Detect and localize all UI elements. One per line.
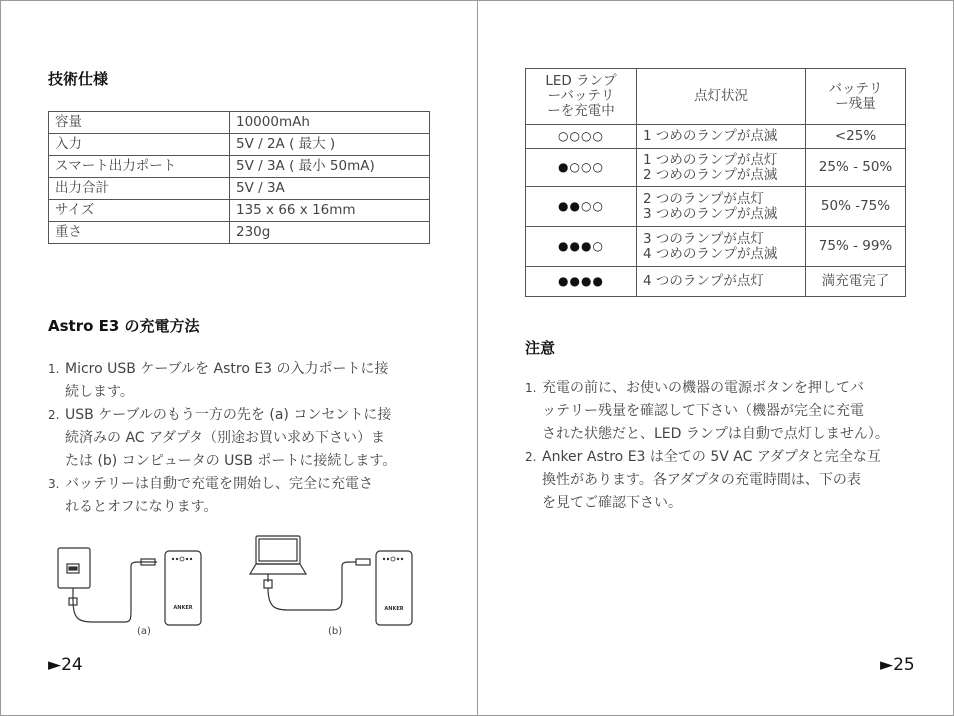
- header-line: ーを充電中: [547, 103, 615, 119]
- step-line: 続します。: [65, 384, 134, 400]
- step-line: れるとオフになります。: [65, 499, 218, 515]
- table-row: [49, 156, 430, 178]
- led-indicator: ●●●○: [526, 227, 637, 267]
- note-number: 1.: [525, 381, 537, 395]
- table-row: [526, 187, 906, 227]
- page-number: ►24: [48, 655, 83, 675]
- led-status: [637, 149, 806, 187]
- note-line: 換性があります。各アダプタの充電時間は、下の表: [542, 472, 861, 488]
- list-item: [48, 473, 448, 519]
- step-line: USB ケーブルのもう一方の先を (a) コンセントに接: [65, 407, 392, 423]
- list-item: [525, 377, 925, 446]
- battery-level: 満充電完了: [806, 267, 906, 297]
- step-number: 1.: [48, 362, 60, 376]
- led-indicator: ●○○○: [526, 149, 637, 187]
- spec-value: 5V / 3A ( 最小 50mA): [230, 156, 430, 178]
- list-item: [48, 404, 448, 473]
- status-line: 3 つめのランプが点滅: [643, 205, 778, 222]
- led-status-table: [525, 68, 906, 297]
- caption-b: (b): [328, 626, 343, 637]
- spec-label: 入力: [49, 134, 230, 156]
- note-line: を見てご確認下さい。: [542, 495, 682, 511]
- status-line: 4 つめのランプが点滅: [643, 245, 778, 262]
- status-line: 2 つめのランプが点滅: [643, 166, 778, 183]
- note-line: 充電の前に、お使いの機器の電源ボタンを押してバ: [542, 380, 864, 396]
- charge-steps: [48, 358, 448, 519]
- note-line: Anker Astro E3 は全ての 5V AC アダプタと完全な互: [542, 449, 881, 465]
- note-number: 2.: [525, 450, 537, 464]
- table-row: [49, 200, 430, 222]
- table-row: [49, 178, 430, 200]
- status-line: 3 つのランプが点灯: [643, 230, 764, 247]
- device-label: ANKER: [384, 606, 404, 612]
- table-row: [49, 112, 430, 134]
- led-status: [637, 227, 806, 267]
- step-number: 3.: [48, 477, 60, 491]
- battery-level: <25%: [806, 125, 906, 149]
- spec-title: 技術仕様: [48, 70, 109, 88]
- step-line: 続済みの AC アダプタ（別途お買い求め下さい）ま: [65, 430, 386, 446]
- header-line: 点灯状況: [694, 88, 748, 104]
- spec-table: [48, 111, 430, 244]
- status-line: 4 つのランプが点灯: [643, 273, 764, 289]
- device-label: ANKER: [173, 605, 193, 611]
- note-line: ッテリー残量を確認して下さい（機器が完全に充電: [542, 403, 864, 419]
- header-line: LED ランプ: [545, 73, 617, 89]
- status-line: 2 つのランプが点灯: [643, 190, 764, 207]
- header-level: [806, 69, 906, 125]
- battery-level: 25% - 50%: [806, 149, 906, 187]
- spec-value: 10000mAh: [230, 112, 430, 134]
- note-list: [525, 377, 925, 515]
- caption-a: (a): [137, 626, 151, 637]
- table-row: [49, 134, 430, 156]
- led-status: [637, 267, 806, 297]
- header-line: ーバッテリ: [547, 88, 615, 104]
- table-row: [526, 267, 906, 297]
- list-item: [48, 358, 448, 404]
- table-row: [526, 125, 906, 149]
- header-line: ー残量: [835, 95, 876, 112]
- step-line: バッテリーは自動で充電を開始し、完全に充電さ: [65, 476, 373, 492]
- led-indicator: ●●●●: [526, 267, 637, 297]
- illustration-ac-adapter: [55, 540, 220, 640]
- table-row: [526, 149, 906, 187]
- spec-label: サイズ: [49, 200, 230, 222]
- status-line: 1 つめのランプが点灯: [643, 151, 778, 168]
- spec-value: 5V / 2A ( 最大 ): [230, 134, 430, 156]
- power-bank-icon: [165, 551, 201, 625]
- spec-label: 重さ: [49, 222, 230, 244]
- charge-title: Astro E3 の充電方法: [48, 317, 200, 335]
- step-line: たは (b) コンピュータの USB ポートに接続します。: [65, 453, 397, 469]
- table-row: [526, 69, 906, 125]
- table-row: [49, 222, 430, 244]
- spec-value: 5V / 3A: [230, 178, 430, 200]
- header-led: [526, 69, 637, 125]
- spec-label: 出力合計: [49, 178, 230, 200]
- spec-value: 135 x 66 x 16mm: [230, 200, 430, 222]
- list-item: [525, 446, 925, 515]
- table-row: [526, 227, 906, 267]
- page-number: ►25: [880, 655, 915, 675]
- led-indicator: ○○○○: [526, 125, 637, 149]
- led-status: [637, 187, 806, 227]
- battery-level: 50% -75%: [806, 187, 906, 227]
- spec-label: 容量: [49, 112, 230, 134]
- power-bank-icon: [376, 551, 412, 625]
- header-line: バッテリ: [828, 80, 883, 97]
- note-title: 注意: [525, 339, 556, 357]
- led-indicator: ●●○○: [526, 187, 637, 227]
- header-status: [637, 69, 806, 125]
- battery-level: 75% - 99%: [806, 227, 906, 267]
- status-line: 1 つめのランプが点滅: [643, 128, 778, 144]
- note-line: された状態だと、LED ランプは自動で点灯しません）。: [542, 426, 889, 442]
- spec-value: 230g: [230, 222, 430, 244]
- led-status: [637, 125, 806, 149]
- step-number: 2.: [48, 408, 60, 422]
- step-line: Micro USB ケーブルを Astro E3 の入力ポートに接: [65, 361, 389, 377]
- spec-label: スマート出力ポート: [49, 156, 230, 178]
- illustration-laptop: [248, 532, 418, 638]
